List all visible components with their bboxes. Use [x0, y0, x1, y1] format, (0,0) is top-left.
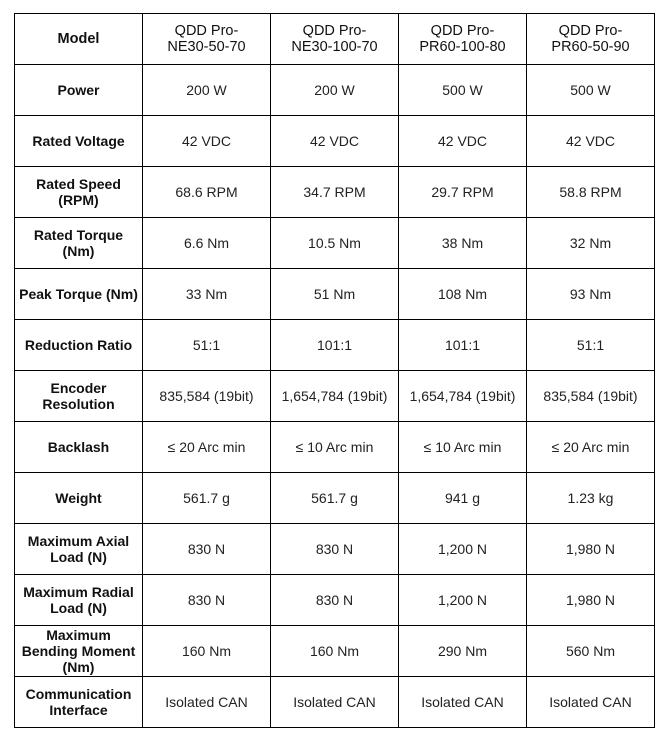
table-cell: 1.23 kg — [527, 473, 655, 524]
table-cell: 34.7 RPM — [271, 167, 399, 218]
row-label: Rated Speed (RPM) — [15, 167, 143, 218]
row-label: Rated Torque (Nm) — [15, 218, 143, 269]
spec-table-body — [15, 14, 655, 728]
table-cell: 42 VDC — [399, 116, 527, 167]
row-label: Maximum Axial Load (N) — [15, 524, 143, 575]
table-cell: ≤ 10 Arc min — [399, 422, 527, 473]
table-cell: 560 Nm — [527, 626, 655, 677]
row-label: Maximum Radial Load (N) — [15, 575, 143, 626]
table-cell: 51 Nm — [271, 269, 399, 320]
table-row — [15, 116, 655, 167]
table-cell: 200 W — [271, 65, 399, 116]
table-cell: 42 VDC — [143, 116, 271, 167]
table-cell: 830 N — [143, 524, 271, 575]
table-cell: Isolated CAN — [527, 677, 655, 728]
table-cell: 830 N — [271, 575, 399, 626]
table-row — [15, 167, 655, 218]
table-cell: 10.5 Nm — [271, 218, 399, 269]
table-cell: 101:1 — [399, 320, 527, 371]
table-cell: Isolated CAN — [399, 677, 527, 728]
row-label: Power — [15, 65, 143, 116]
table-row — [15, 65, 655, 116]
table-cell: 290 Nm — [399, 626, 527, 677]
header-model-2: QDD Pro- NE30-100-70 — [271, 14, 399, 65]
table-cell: 42 VDC — [527, 116, 655, 167]
table-cell: 101:1 — [271, 320, 399, 371]
table-cell: 108 Nm — [399, 269, 527, 320]
table-cell: ≤ 20 Arc min — [143, 422, 271, 473]
table-row — [15, 218, 655, 269]
table-row — [15, 422, 655, 473]
table-cell: 160 Nm — [143, 626, 271, 677]
table-cell: 51:1 — [527, 320, 655, 371]
table-cell: 160 Nm — [271, 626, 399, 677]
table-cell: 93 Nm — [527, 269, 655, 320]
table-cell: ≤ 20 Arc min — [527, 422, 655, 473]
table-row — [15, 524, 655, 575]
table-cell: 6.6 Nm — [143, 218, 271, 269]
header-model-3: QDD Pro- PR60-100-80 — [399, 14, 527, 65]
table-row — [15, 677, 655, 728]
spec-table — [14, 13, 655, 728]
table-cell: 38 Nm — [399, 218, 527, 269]
row-label: Encoder Resolution — [15, 371, 143, 422]
table-header-row — [15, 14, 655, 65]
row-label: Maximum Bending Moment (Nm) — [15, 626, 143, 677]
table-cell: 835,584 (19bit) — [527, 371, 655, 422]
table-cell: 835,584 (19bit) — [143, 371, 271, 422]
table-cell: 1,200 N — [399, 524, 527, 575]
row-label: Reduction Ratio — [15, 320, 143, 371]
table-cell: 500 W — [527, 65, 655, 116]
table-row — [15, 575, 655, 626]
row-label: Rated Voltage — [15, 116, 143, 167]
table-row — [15, 473, 655, 524]
table-cell: 830 N — [271, 524, 399, 575]
table-cell: 1,980 N — [527, 575, 655, 626]
row-label: Peak Torque (Nm) — [15, 269, 143, 320]
table-cell: 68.6 RPM — [143, 167, 271, 218]
table-cell: 1,654,784 (19bit) — [399, 371, 527, 422]
header-model-1: QDD Pro- NE30-50-70 — [143, 14, 271, 65]
table-cell: 830 N — [143, 575, 271, 626]
table-cell: 200 W — [143, 65, 271, 116]
table-row — [15, 626, 655, 677]
table-cell: Isolated CAN — [271, 677, 399, 728]
table-cell: 1,200 N — [399, 575, 527, 626]
table-cell: ≤ 10 Arc min — [271, 422, 399, 473]
table-cell: 500 W — [399, 65, 527, 116]
table-cell: 29.7 RPM — [399, 167, 527, 218]
header-model-4: QDD Pro- PR60-50-90 — [527, 14, 655, 65]
table-cell: 58.8 RPM — [527, 167, 655, 218]
row-label: Communication Interface — [15, 677, 143, 728]
table-cell: 51:1 — [143, 320, 271, 371]
table-cell: 42 VDC — [271, 116, 399, 167]
table-cell: 32 Nm — [527, 218, 655, 269]
table-cell: 33 Nm — [143, 269, 271, 320]
table-cell: 941 g — [399, 473, 527, 524]
row-label: Backlash — [15, 422, 143, 473]
header-label-model: Model — [15, 14, 143, 65]
table-cell: 1,654,784 (19bit) — [271, 371, 399, 422]
table-row — [15, 320, 655, 371]
table-cell: 561.7 g — [143, 473, 271, 524]
row-label: Weight — [15, 473, 143, 524]
spec-table-container — [14, 13, 655, 728]
table-cell: Isolated CAN — [143, 677, 271, 728]
table-cell: 561.7 g — [271, 473, 399, 524]
table-row — [15, 371, 655, 422]
table-row — [15, 269, 655, 320]
table-cell: 1,980 N — [527, 524, 655, 575]
